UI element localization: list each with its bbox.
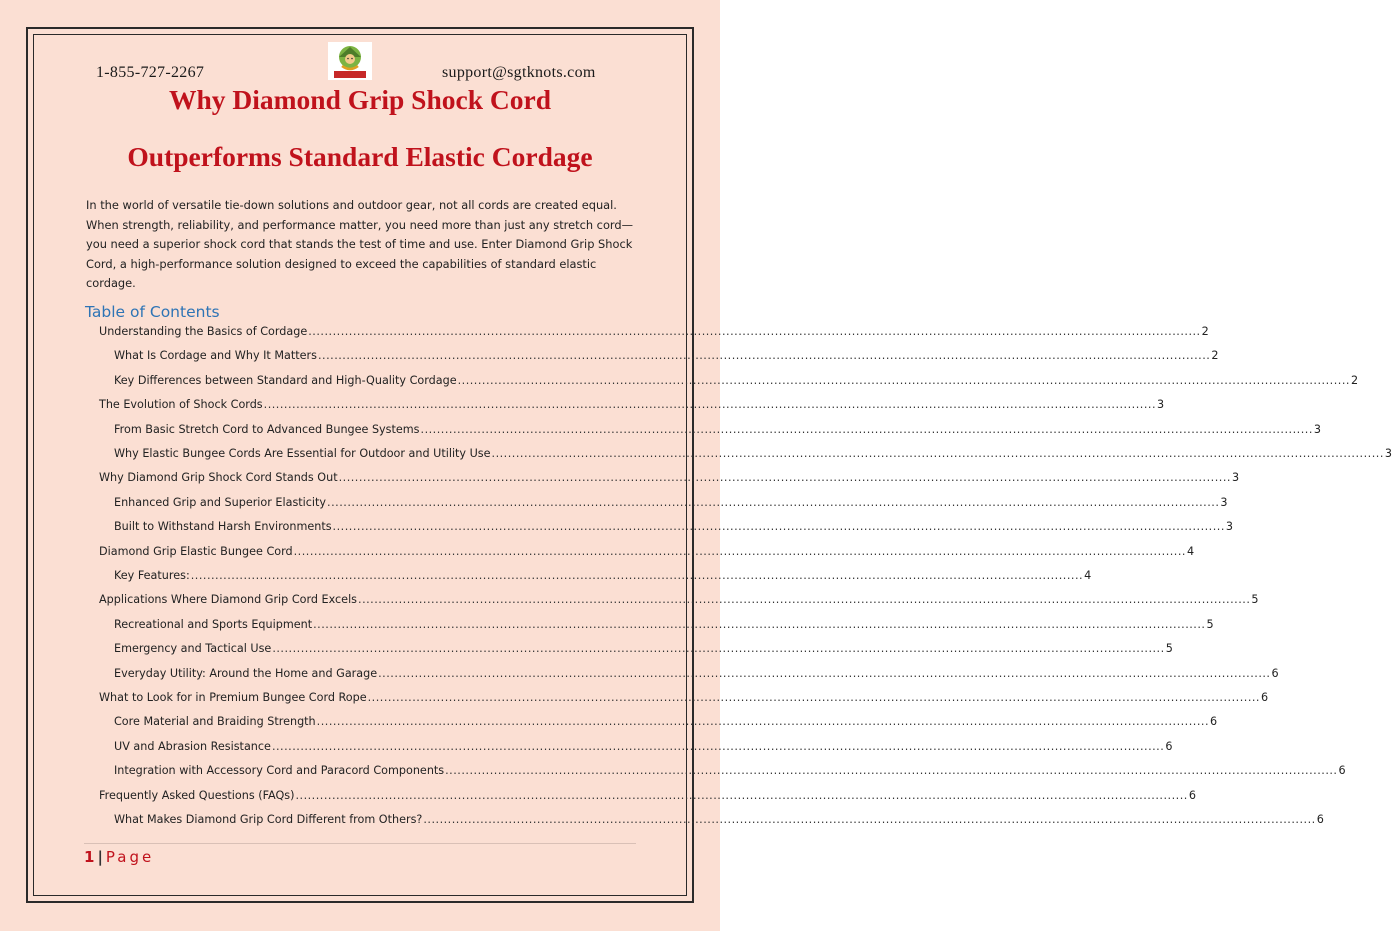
toc-entry-title: Why Elastic Bungee Cords Are Essential for Outdoor and Utility Use: [114, 447, 491, 460]
toc-entry[interactable]: [114, 495, 1228, 514]
toc-dot-leader: ............................................................................................................................................................................................................................: [338, 471, 1231, 485]
toc-entry-page: 4: [1186, 544, 1195, 558]
toc-dot-leader: ............................................................................................................................................................................................................................: [295, 788, 1188, 802]
toc-dot-leader: ............................................................................................................................................................................................................................: [332, 520, 1225, 534]
toc-entry-page: 2: [1350, 373, 1359, 387]
header-email[interactable]: support@sgtknots.com: [442, 64, 596, 81]
toc-entry-page: 3: [1231, 471, 1240, 485]
footer-page-label: Page: [105, 848, 155, 866]
toc-dot-leader: ............................................................................................................................................................................................................................: [293, 544, 1186, 558]
toc-entry-page: 3: [1313, 422, 1322, 436]
toc-entry-title: Emergency and Tactical Use: [114, 642, 272, 656]
toc-dot-leader: ............................................................................................................................................................................................................................: [445, 764, 1338, 778]
toc-entry-page: 6: [1210, 715, 1218, 729]
toc-entry[interactable]: [114, 813, 1324, 831]
toc-entry-title: Why Diamond Grip Shock Cord Stands Out: [99, 471, 338, 485]
toc-entry-page: 5: [1165, 642, 1173, 656]
toc-entry-title: Key Differences between Standard and High-Quality Cordage: [114, 373, 457, 387]
toc-entry[interactable]: [99, 691, 1269, 709]
toc-entry-title: Key Features:: [114, 569, 190, 582]
toc-entry-page: 6: [1271, 666, 1279, 680]
toc-entry[interactable]: [114, 642, 1173, 660]
toc-entry[interactable]: [114, 447, 1392, 465]
toc-entry[interactable]: [99, 471, 1240, 489]
toc-dot-leader: ............................................................................................................................................................................................................................: [308, 325, 1201, 338]
toc-dot-leader: ............................................................................................................................................................................................................................: [420, 422, 1313, 436]
toc-entry[interactable]: [114, 617, 1214, 636]
toc-entry[interactable]: [114, 715, 1218, 733]
toc-dot-leader: ............................................................................................................................................................................................................................: [313, 617, 1206, 631]
toc-entry-page: 6: [1165, 739, 1173, 753]
toc-entry[interactable]: [114, 764, 1346, 782]
toc-dot-leader: ............................................................................................................................................................................................................................: [358, 593, 1251, 607]
toc-dot-leader: ............................................................................................................................................................................................................................: [271, 739, 1165, 753]
toc-entry[interactable]: [99, 788, 1196, 807]
toc-entry-title: Everyday Utility: Around the Home and Garage: [114, 666, 378, 680]
intro-paragraph: In the world of versatile tie-down solutions and outdoor gear, not all cords are created equal. When strength, reliability, and performance matter, you need more than just any stretch cord—you need a superior shock cord that stands the test of time and use. Enter Diamond Grip Shock Cord, a high-performance solution designed to exceed the capabilities of standard elastic cordage.: [86, 198, 634, 290]
page-title-line-2: Outperforms Standard Elastic Cordage: [127, 141, 593, 172]
toc-entry[interactable]: [99, 325, 1209, 343]
toc-dot-leader: ............................................................................................................................................................................................................................: [327, 495, 1220, 509]
toc-dot-leader: ............................................................................................................................................................................................................................: [317, 349, 1211, 363]
toc-entry-title: What Is Cordage and Why It Matters: [114, 349, 317, 363]
toc-entry-page: 6: [1188, 788, 1196, 802]
toc-heading: Table of Contents: [85, 303, 220, 321]
toc-entry-title: Integration with Accessory Cord and Paracord Components: [114, 764, 445, 778]
toc-entry-title: Enhanced Grip and Superior Elasticity: [114, 495, 327, 509]
toc-entry-page: 3: [1225, 520, 1234, 534]
toc-dot-leader: ............................................................................................................................................................................................................................: [457, 373, 1350, 387]
toc-entry-title: Recreational and Sports Equipment: [114, 617, 313, 631]
toc-entry-page: 6: [1338, 764, 1346, 778]
toc-entry-title: Applications Where Diamond Grip Cord Excels: [99, 593, 358, 607]
toc-entry-page: 6: [1316, 813, 1324, 826]
toc-dot-leader: ............................................................................................................................................................................................................................: [190, 569, 1084, 582]
toc-entry-title: UV and Abrasion Resistance: [114, 739, 271, 753]
toc-entry-page: 3: [1157, 398, 1165, 412]
toc-entry-page: 4: [1084, 569, 1092, 582]
toc-entry-title: Understanding the Basics of Cordage: [99, 325, 308, 338]
toc-dot-leader: ............................................................................................................................................................................................................................: [272, 642, 1165, 656]
toc-entry[interactable]: [114, 739, 1173, 758]
page-footer: [84, 848, 154, 866]
toc-entry[interactable]: [99, 593, 1259, 611]
toc-entry-page: 5: [1206, 617, 1214, 631]
page-title-line-1: Why Diamond Grip Shock Cord: [168, 84, 552, 115]
sgt-knots-logo: [328, 42, 372, 80]
toc-entry-page: 2: [1211, 349, 1219, 363]
footer-separator: |: [97, 848, 103, 866]
footer-divider: [84, 843, 636, 844]
toc-entry-title: What Makes Diamond Grip Cord Different from Others?: [114, 813, 423, 826]
header-phone[interactable]: 1-855-727-2267: [96, 64, 205, 81]
toc-entry[interactable]: [114, 373, 1359, 392]
toc-dot-leader: ............................................................................................................................................................................................................................: [367, 691, 1260, 704]
toc-entry-page: 5: [1251, 593, 1259, 607]
toc-entry[interactable]: [99, 398, 1165, 416]
toc-entry-title: Diamond Grip Elastic Bungee Cord: [99, 544, 293, 558]
toc-dot-leader: ............................................................................................................................................................................................................................: [423, 813, 1316, 826]
toc-entry-page: 3: [1220, 495, 1228, 509]
toc-dot-leader: ............................................................................................................................................................................................................................: [491, 447, 1384, 460]
toc-entry-page: 2: [1201, 325, 1209, 338]
toc-entry-page: 3: [1384, 447, 1392, 460]
toc-entry-title: From Basic Stretch Cord to Advanced Bungee Systems: [114, 422, 420, 436]
toc-entry-title: What to Look for in Premium Bungee Cord Rope: [99, 691, 367, 704]
toc-dot-leader: ............................................................................................................................................................................................................................: [378, 666, 1271, 680]
toc-entry-page: 6: [1261, 691, 1269, 704]
toc-dot-leader: ............................................................................................................................................................................................................................: [316, 715, 1210, 729]
toc-entry-title: Built to Withstand Harsh Environments: [114, 520, 332, 534]
toc-entry-title: The Evolution of Shock Cords: [99, 398, 263, 412]
toc-entry-title: Frequently Asked Questions (FAQs): [99, 788, 295, 802]
toc-entry[interactable]: [114, 666, 1279, 685]
footer-page-number: 1: [84, 848, 95, 866]
toc-dot-leader: ............................................................................................................................................................................................................................: [263, 398, 1157, 412]
toc-entry[interactable]: [114, 422, 1322, 441]
toc-entry[interactable]: [114, 349, 1219, 367]
toc-entry-title: Core Material and Braiding Strength: [114, 715, 316, 729]
toc-entry[interactable]: [114, 569, 1092, 587]
toc-entry[interactable]: [99, 544, 1195, 563]
toc-entry[interactable]: [114, 520, 1234, 538]
